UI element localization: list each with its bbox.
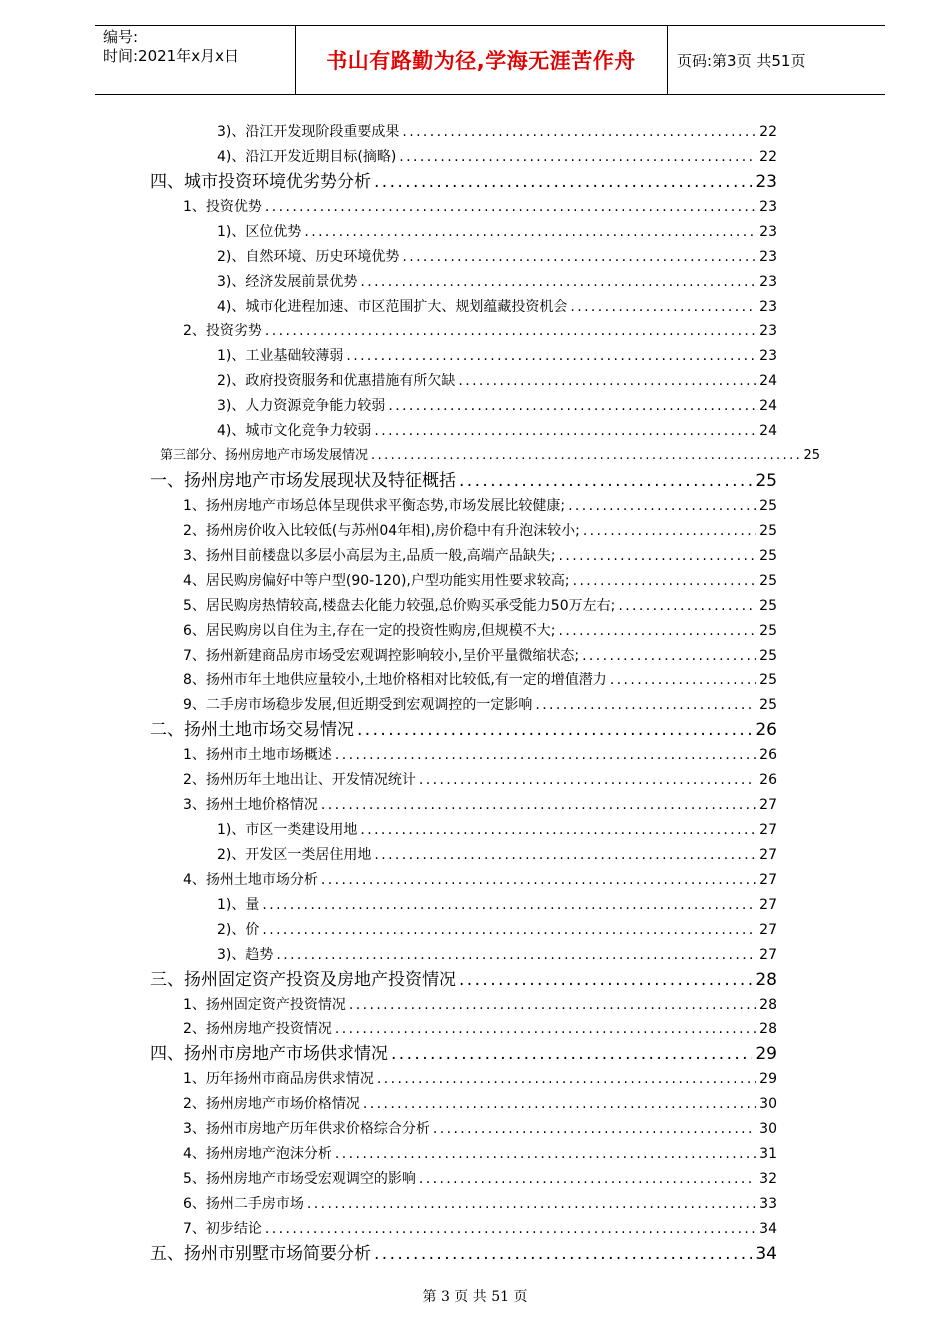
toc-entry[interactable] [217, 220, 777, 244]
toc-entry[interactable] [183, 668, 777, 692]
toc-entry-title: 1、扬州固定资产投资情况 [183, 996, 346, 1013]
toc-entry-title: 2、扬州房地产市场价格情况 [183, 1096, 360, 1113]
toc-entry-title: 3)、人力资源竞争能力较弱 [217, 398, 386, 415]
toc-leader-dots [458, 369, 756, 393]
toc-entry[interactable] [183, 644, 777, 668]
toc-entry-page: 25 [759, 497, 777, 514]
toc-entry[interactable] [150, 170, 777, 194]
document-time-label: 时间:2021年x月x日 [103, 47, 239, 65]
toc-entry-page: 25 [803, 448, 820, 464]
toc-entry[interactable] [217, 344, 777, 368]
toc-entry[interactable] [183, 868, 777, 892]
toc-entry-page: 23 [759, 298, 777, 315]
toc-entry[interactable] [150, 968, 777, 992]
toc-entry-title: 2)、自然环境、历史环境优势 [217, 248, 400, 265]
toc-entry-page: 23 [755, 171, 777, 192]
toc-entry-title: 3、扬州市房地产历年供求价格综合分析 [183, 1121, 430, 1138]
toc-entry-page: 25 [759, 547, 777, 564]
header-motto: 书山有路勤为径,学海无涯苦作舟 [326, 49, 636, 73]
toc-leader-dots [304, 220, 756, 244]
toc-leader-dots [346, 344, 756, 368]
toc-leader-dots [262, 918, 756, 942]
toc-entry-title: 5、扬州房地产市场受宏观调空的影响 [183, 1171, 416, 1188]
toc-entry-title: 1)、工业基础较薄弱 [217, 348, 344, 365]
toc-entry-page: 23 [759, 323, 777, 340]
toc-entry[interactable] [183, 1167, 777, 1191]
toc-entry-title: 1)、市区一类建设用地 [217, 822, 358, 839]
toc-leader-dots [374, 843, 756, 867]
toc-entry-title: 3、扬州土地价格情况 [183, 797, 318, 814]
toc-entry[interactable] [183, 1092, 777, 1116]
toc-leader-dots [573, 569, 757, 593]
toc-entry-page: 31 [759, 1146, 777, 1163]
toc-entry-page: 24 [759, 398, 777, 415]
toc-entry-page: 25 [759, 647, 777, 664]
toc-entry-title: 9、二手房市场稳步发展,但近期受到宏观调控的一定影响 [183, 697, 533, 714]
toc-entry[interactable] [183, 693, 777, 717]
toc-entry[interactable] [217, 818, 777, 842]
toc-entry-title: 8、扬州市年土地供应量较小,土地价格相对比较低,有一定的增值潜力 [183, 672, 607, 689]
toc-leader-dots [371, 444, 800, 468]
toc-entry[interactable] [217, 270, 777, 294]
toc-entry-title: 四、扬州市房地产市场供求情况 [150, 1044, 388, 1065]
toc-entry-title: 2)、价 [217, 921, 260, 938]
toc-entry-page: 28 [759, 1021, 777, 1038]
toc-entry[interactable] [160, 444, 820, 468]
toc-leader-dots [363, 1092, 756, 1116]
toc-entry-title: 4、扬州土地市场分析 [183, 871, 318, 888]
toc-entry-title: 4)、城市文化竞争力较弱 [217, 423, 372, 440]
toc-entry-page: 33 [759, 1195, 777, 1212]
toc-entry[interactable] [183, 768, 777, 792]
toc-entry-title: 3)、经济发展前景优势 [217, 273, 358, 290]
toc-entry-page: 27 [759, 921, 777, 938]
toc-entry-title: 3)、趋势 [217, 946, 274, 963]
toc-leader-dots [419, 768, 756, 792]
toc-entry-title: 三、扬州固定资产投资及房地产投资情况 [150, 969, 456, 990]
toc-leader-dots [559, 544, 757, 568]
toc-entry[interactable] [217, 369, 777, 393]
toc-entry-title: 2、扬州房地产投资情况 [183, 1021, 332, 1038]
toc-entry-page: 29 [755, 1044, 777, 1065]
toc-entry-page: 23 [759, 348, 777, 365]
toc-entry[interactable] [183, 1017, 777, 1041]
toc-leader-dots [583, 519, 756, 543]
toc-entry[interactable] [150, 1242, 777, 1266]
toc-entry-title: 1、扬州市土地市场概述 [183, 747, 332, 764]
document-number-label: 编号: [103, 28, 139, 46]
toc-leader-dots [582, 644, 756, 668]
toc-leader-dots [399, 145, 756, 169]
toc-entry-title: 2、投资劣势 [183, 323, 262, 340]
toc-entry-page: 29 [759, 1071, 777, 1088]
header-info-cell [95, 26, 296, 94]
toc-leader-dots [610, 668, 756, 692]
toc-entry[interactable] [183, 793, 777, 817]
toc-leader-dots [535, 693, 756, 717]
toc-entry[interactable] [183, 195, 777, 219]
toc-leader-dots [459, 469, 752, 493]
toc-entry-page: 26 [759, 747, 777, 764]
toc-leader-dots [377, 1067, 756, 1091]
toc-leader-dots [360, 270, 756, 294]
toc-entry[interactable] [183, 1217, 777, 1241]
toc-leader-dots [265, 1217, 756, 1241]
toc-leader-dots [321, 868, 756, 892]
toc-leader-dots [402, 120, 756, 144]
toc-entry-title: 4、居民购房偏好中等户型(90-120),户型功能实用性要求较高; [183, 572, 570, 589]
toc-entry-page: 28 [755, 969, 777, 990]
toc-entry-page: 23 [759, 248, 777, 265]
toc-entry[interactable] [150, 718, 777, 742]
toc-leader-dots [433, 1117, 756, 1141]
toc-leader-dots [335, 1142, 756, 1166]
toc-entry[interactable] [183, 743, 777, 767]
toc-entry[interactable] [183, 1067, 777, 1091]
toc-entry-page: 23 [759, 198, 777, 215]
toc-entry-title: 4)、城市化进程加速、市区范围扩大、规划蕴藏投资机会 [217, 298, 568, 315]
toc-entry-page: 23 [759, 223, 777, 240]
page-footer: 第 3 页 共 51 页 [422, 1289, 528, 1305]
toc-entry-title: 3、扬州目前楼盘以多层小高层为主,品质一般,高端产品缺失; [183, 547, 556, 564]
toc-entry[interactable] [183, 1142, 777, 1166]
header-page-code: 页码:第3页 共51页 [677, 51, 806, 70]
toc-leader-dots [568, 494, 756, 518]
toc-entry-title: 四、城市投资环境优劣势分析 [150, 171, 371, 192]
toc-entry-page: 25 [759, 597, 777, 614]
toc-entry-page: 25 [759, 522, 777, 539]
toc-entry-page: 25 [759, 697, 777, 714]
toc-entry-title: 2)、开发区一类居住用地 [217, 846, 372, 863]
toc-entry-page: 34 [759, 1220, 777, 1237]
toc-entry[interactable] [217, 893, 777, 917]
toc-entry-page: 28 [759, 996, 777, 1013]
toc-entry[interactable] [183, 569, 777, 593]
toc-entry-title: 2)、政府投资服务和优惠措施有所欠缺 [217, 373, 456, 390]
toc-leader-dots [459, 968, 752, 992]
toc-entry[interactable] [217, 394, 777, 418]
toc-entry[interactable] [217, 295, 777, 319]
toc-entry-page: 27 [759, 822, 777, 839]
toc-leader-dots [391, 1042, 752, 1066]
toc-entry-page: 27 [759, 871, 777, 888]
toc-entry-title: 1)、量 [217, 896, 260, 913]
toc-entry[interactable] [183, 1192, 777, 1216]
toc-entry-page: 25 [759, 672, 777, 689]
toc-entry-page: 32 [759, 1171, 777, 1188]
toc-entry-page: 34 [755, 1243, 777, 1264]
toc-entry-title: 6、扬州二手房市场 [183, 1195, 304, 1212]
toc-leader-dots [374, 170, 752, 194]
toc-entry[interactable] [183, 1117, 777, 1141]
toc-leader-dots [276, 943, 756, 967]
toc-entry-page: 25 [759, 622, 777, 639]
toc-entry-page: 30 [759, 1096, 777, 1113]
toc-entry[interactable] [217, 419, 777, 443]
toc-leader-dots [307, 1192, 756, 1216]
page-header [95, 25, 885, 95]
toc-entry-page: 24 [759, 423, 777, 440]
toc-entry-title: 五、扬州市别墅市场简要分析 [150, 1243, 371, 1264]
header-motto-cell [295, 26, 668, 94]
toc-entry-page: 27 [759, 797, 777, 814]
toc-entry-page: 27 [759, 896, 777, 913]
toc-entry[interactable] [183, 594, 777, 618]
toc-entry[interactable] [217, 943, 777, 967]
toc-leader-dots [357, 718, 752, 742]
toc-entry[interactable] [217, 120, 777, 144]
toc-leader-dots [618, 594, 756, 618]
toc-leader-dots [419, 1167, 756, 1191]
toc-entry[interactable] [183, 319, 777, 343]
toc-entry-title: 1、历年扬州市商品房供求情况 [183, 1071, 374, 1088]
toc-leader-dots [360, 818, 756, 842]
toc-entry-page: 25 [755, 471, 777, 492]
toc-leader-dots [321, 793, 756, 817]
toc-entry[interactable] [217, 918, 777, 942]
toc-entry[interactable] [150, 1042, 777, 1066]
toc-entry-page: 27 [759, 946, 777, 963]
toc-entry-title: 1)、区位优势 [217, 223, 302, 240]
toc-entry[interactable] [183, 619, 777, 643]
toc-entry[interactable] [183, 519, 777, 543]
toc-entry[interactable] [183, 494, 777, 518]
toc-entry[interactable] [183, 544, 777, 568]
toc-entry[interactable] [217, 245, 777, 269]
toc-entry-title: 第三部分、扬州房地产市场发展情况 [160, 448, 369, 464]
header-page-cell [667, 26, 885, 94]
toc-leader-dots [570, 295, 756, 319]
toc-leader-dots [402, 245, 756, 269]
toc-leader-dots [388, 394, 756, 418]
toc-entry-title: 6、居民购房以自住为主,存在一定的投资性购房,但规模不大; [183, 622, 556, 639]
toc-entry[interactable] [217, 843, 777, 867]
toc-entry-title: 1、投资优势 [183, 198, 262, 215]
toc-entry[interactable] [183, 993, 777, 1017]
toc-leader-dots [374, 1242, 752, 1266]
toc-entry[interactable] [150, 469, 777, 493]
toc-entry-page: 23 [759, 273, 777, 290]
toc-entry-title: 一、扬州房地产市场发展现状及特征概括 [150, 471, 456, 492]
toc-entry-page: 22 [759, 124, 777, 140]
toc-entry-page: 30 [759, 1121, 777, 1138]
toc-entry-title: 2、扬州历年土地出让、开发情况统计 [183, 772, 416, 789]
toc-leader-dots [265, 195, 756, 219]
toc-entry-page: 24 [759, 373, 777, 390]
toc-entry[interactable] [217, 145, 777, 169]
toc-leader-dots [559, 619, 757, 643]
toc-entry-title: 二、扬州土地市场交易情况 [150, 720, 354, 741]
toc-entry-title: 4、扬州房地产泡沫分析 [183, 1146, 332, 1163]
toc-leader-dots [265, 319, 756, 343]
toc-entry-page: 27 [759, 846, 777, 863]
toc-entry-page: 26 [755, 720, 777, 741]
toc-leader-dots [374, 419, 756, 443]
toc-entry-title: 5、居民购房热情较高,楼盘去化能力较强,总价购买承受能力50万左右; [183, 597, 616, 614]
toc-entry-page: 22 [759, 148, 777, 165]
toc-entry-title: 2、扬州房价收入比较低(与苏州04年相),房价稳中有升泡沫较小; [183, 522, 580, 539]
toc-leader-dots [335, 743, 756, 767]
toc-leader-dots [335, 1017, 756, 1041]
toc-entry-title: 4)、沿江开发近期目标(摘略) [217, 148, 397, 165]
toc-entry-title: 7、扬州新建商品房市场受宏观调控影响较小,呈价平量微缩状态; [183, 647, 580, 664]
toc-leader-dots [262, 893, 756, 917]
toc-leader-dots [349, 993, 756, 1017]
toc-entry-page: 25 [759, 572, 777, 589]
toc-entry-title: 7、初步结论 [183, 1220, 262, 1237]
toc-entry-page: 26 [759, 772, 777, 789]
toc-entry-title: 1、扬州房地产市场总体呈现供求平衡态势,市场发展比较健康; [183, 497, 566, 514]
toc-entry-title: 3)、沿江开发现阶段重要成果 [217, 124, 400, 140]
